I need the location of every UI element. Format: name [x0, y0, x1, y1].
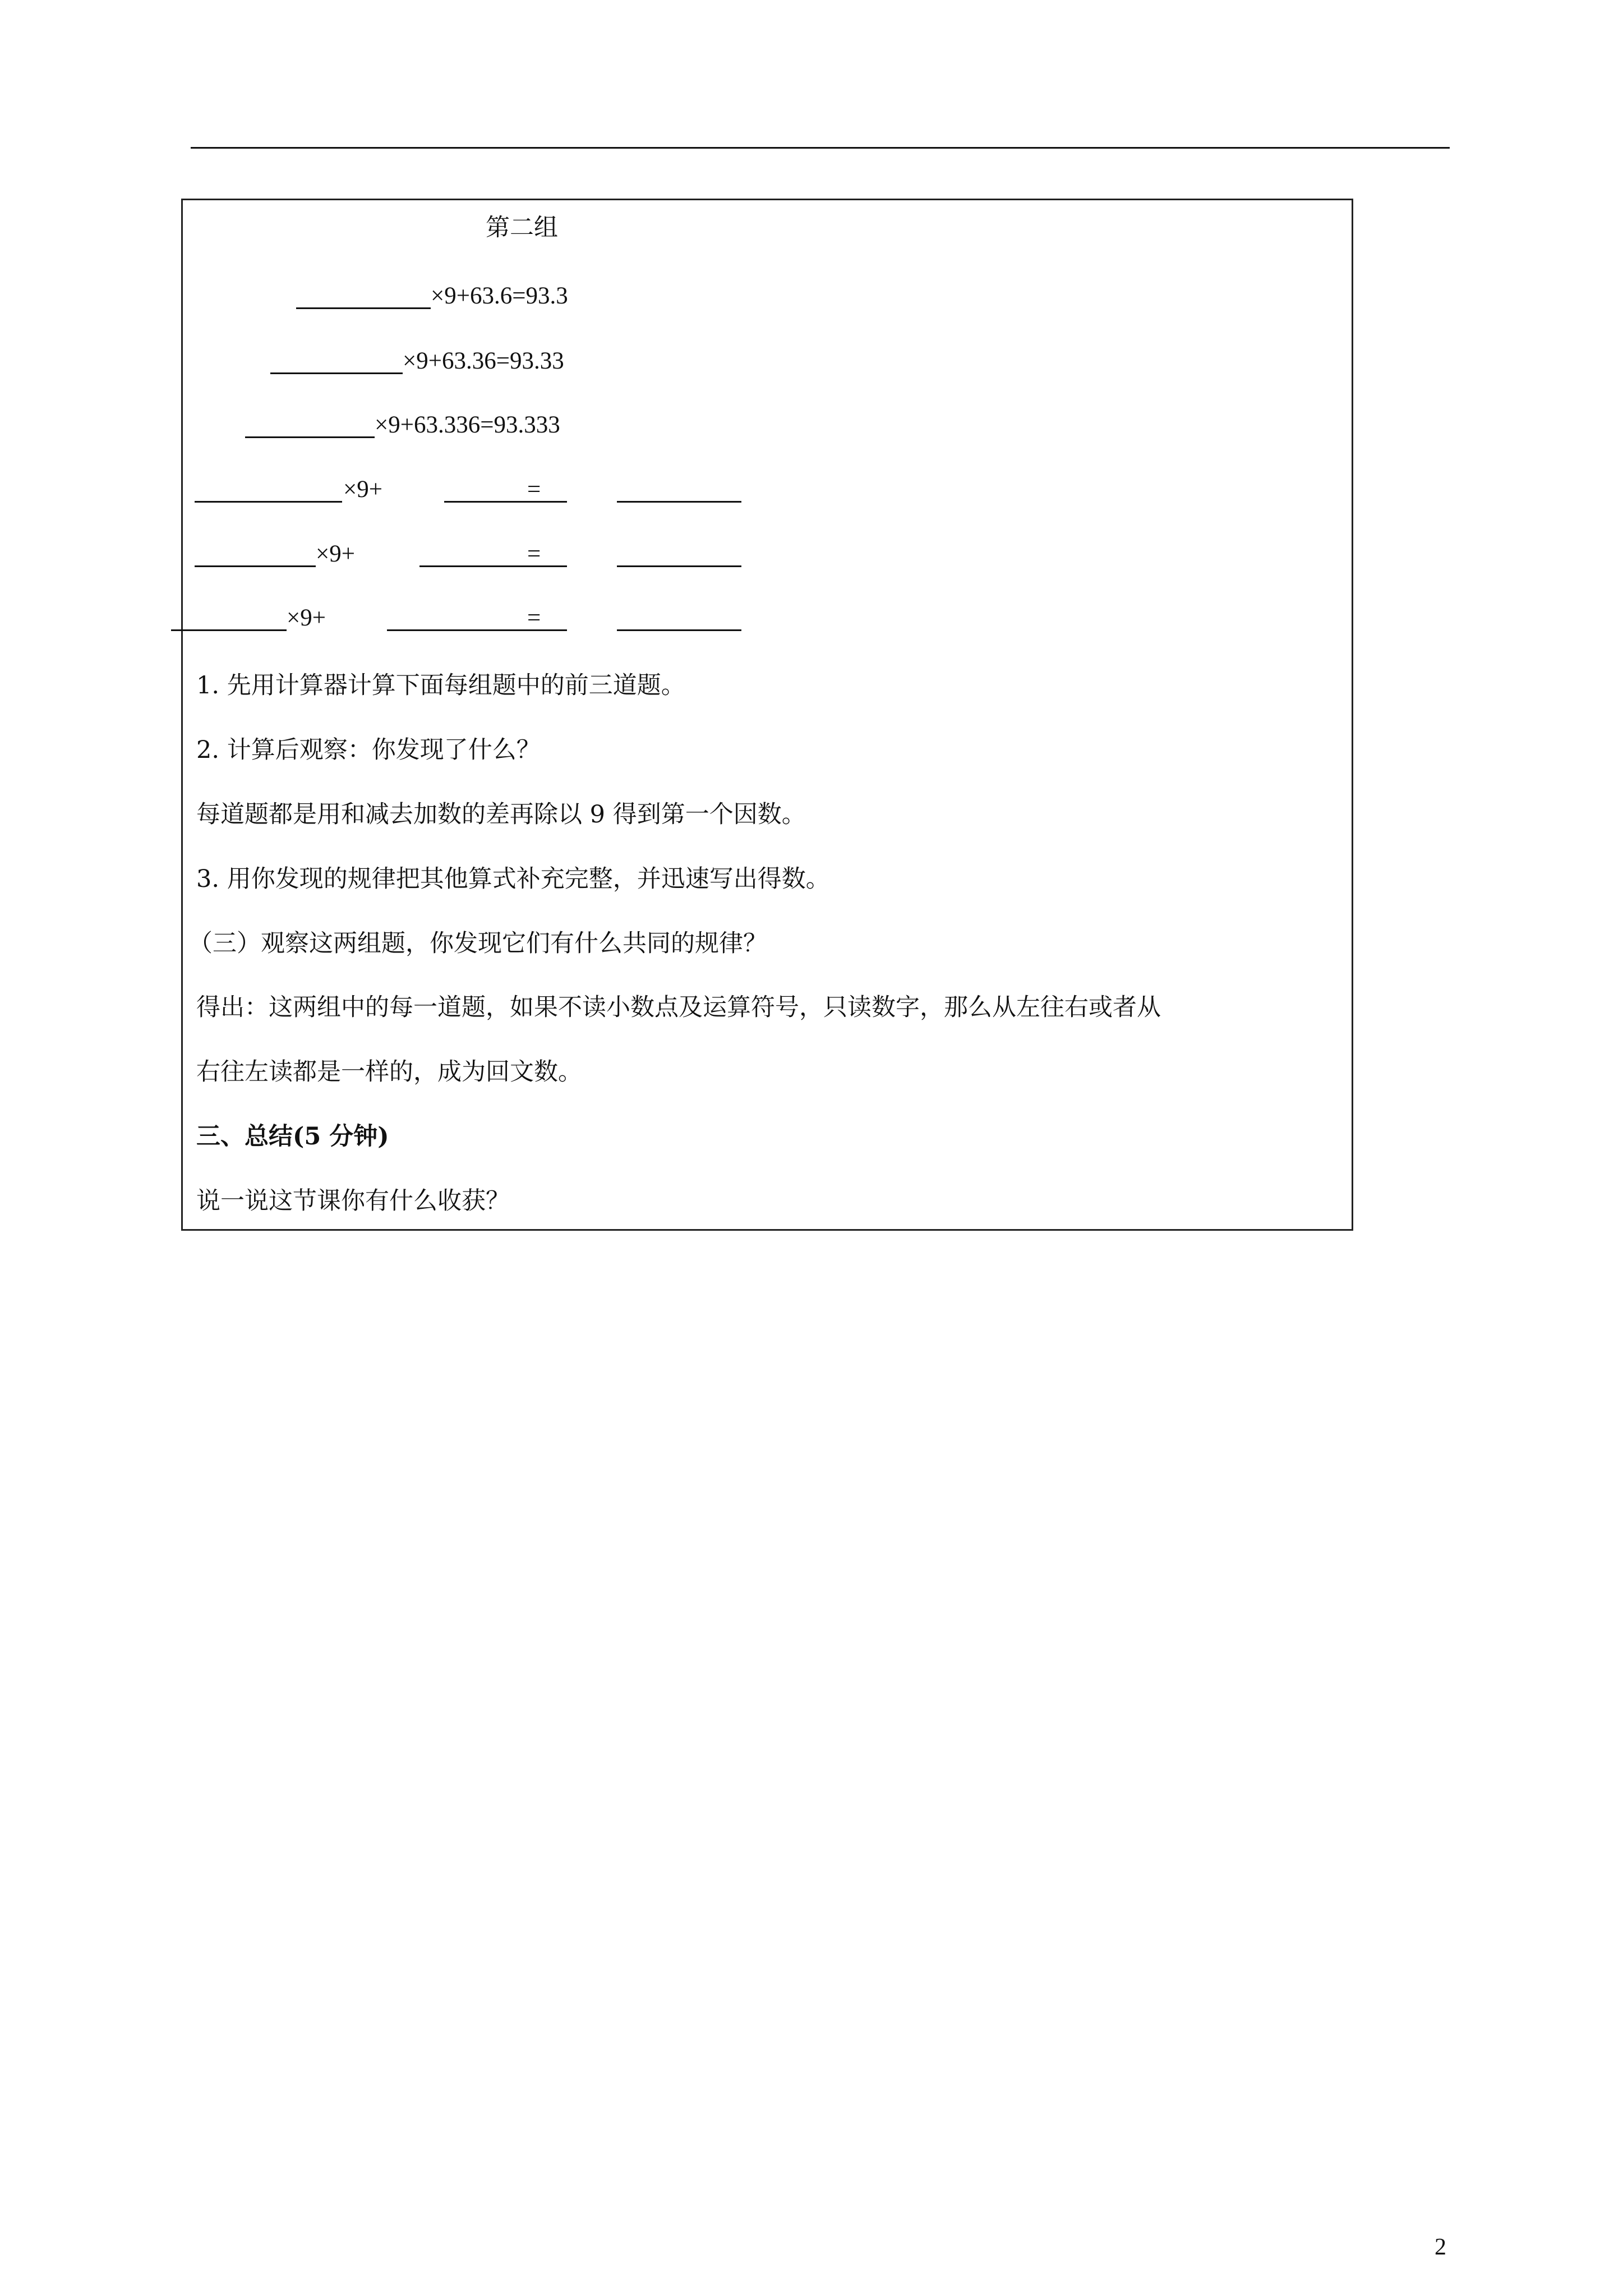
page-number: 2 — [1435, 2234, 1446, 2260]
instruction-1: 1. 先用计算器计算下面每组题中的前三道题。 — [196, 671, 685, 700]
summary-prompt: 说一说这节课你有什么收获？ — [196, 1187, 510, 1215]
header-rule — [191, 147, 1450, 149]
equals-sign: = — [527, 541, 541, 567]
finding-text: 每道题都是用和减去加数的差再除以 9 得到第一个因数。 — [196, 800, 806, 829]
answer-blank — [270, 372, 403, 374]
answer-blank — [296, 307, 431, 309]
equation-text: ×9+63.36=93.33 — [403, 348, 564, 374]
answer-blank — [195, 501, 342, 503]
equals-sign: = — [527, 605, 541, 631]
equation-text: ×9+63.6=93.3 — [431, 283, 568, 309]
equation-text: ×9+63.336=93.333 — [375, 412, 560, 438]
addend-blank — [444, 501, 567, 503]
observation-question: （三）观察这两组题，你发现它们有什么共同的规律？ — [188, 930, 767, 958]
equation-text: ×9+ — [287, 605, 326, 631]
result-blank — [617, 629, 741, 631]
result-blank — [617, 565, 741, 567]
group-title: 第二组 — [486, 214, 558, 242]
observation-answer-line-2: 右往左读都是一样的，成为回文数。 — [196, 1058, 582, 1086]
equation-text: ×9+ — [316, 541, 356, 567]
instruction-2: 2. 计算后观察：你发现了什么？ — [196, 736, 541, 764]
instruction-3: 3. 用你发现的规律把其他算式补充完整，并迅速写出得数。 — [196, 865, 830, 893]
result-blank — [617, 501, 741, 503]
addend-blank — [419, 565, 567, 567]
observation-answer-line-1: 得出：这两组中的每一道题，如果不读小数点及运算符号，只读数字，那么从左往右或者从 — [196, 993, 1161, 1022]
answer-blank — [195, 565, 316, 567]
answer-blank — [171, 629, 287, 631]
answer-blank — [245, 436, 375, 438]
summary-heading: 三、总结(5 分钟) — [196, 1122, 389, 1151]
equation-text: ×9+ — [343, 476, 383, 503]
equals-sign: = — [527, 476, 541, 503]
